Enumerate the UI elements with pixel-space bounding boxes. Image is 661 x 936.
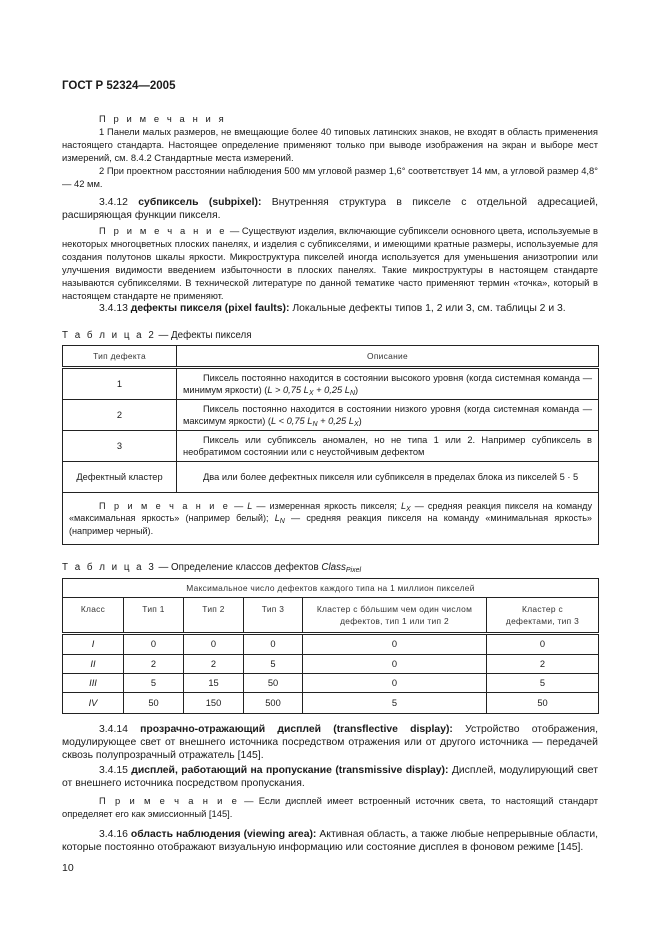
- table-row: [63, 462, 599, 493]
- header-type1: Тип 1: [124, 598, 184, 634]
- note-item: 1 Панели малых размеров, не вмещающие более 40 типовых латинских знаков, не входят в область применения настоящего стандарта. Настоящее определение применяют только при выводе изображения на экран и выборе мест измерений, см. 8.4.2 Стандартные места измерений.: [62, 126, 598, 163]
- term-number: 3.4.13: [99, 303, 128, 314]
- term-definition: Устройство отображения, модулирующее свет от внешнего источника посредством отражения или от другого источника — передачей сквозь полупрозрачный отражатель [145].: [62, 724, 599, 762]
- table3-caption-sub: Pixel: [345, 567, 362, 574]
- cell-value: 0: [303, 674, 487, 693]
- cell-value: 500: [244, 693, 303, 714]
- table-row: [63, 431, 599, 462]
- cell-class: I: [63, 634, 124, 655]
- notes-title: П р и м е ч а н и я: [99, 113, 227, 124]
- table3-caption: [62, 562, 361, 573]
- term-number: 3.4.16: [99, 829, 128, 840]
- cell-value: 2: [487, 655, 599, 674]
- note-item: 2 При проектном расстоянии наблюдения 500 мм угловой размер 1,6° соответствует 14 мм, а угловой размер 4,8° — 42 мм.: [62, 165, 598, 189]
- cell-value: 50: [244, 674, 303, 693]
- table2-caption-text: — Дефекты пикселя: [158, 330, 252, 341]
- cell-value: 150: [184, 693, 244, 714]
- header-cluster-type12: Кластер с бóльшим чем один числом дефектов, тип 1 или тип 2: [303, 598, 487, 634]
- cell-value: 0: [244, 634, 303, 655]
- term-number: 3.4.15: [99, 765, 128, 776]
- cell-value: 2: [124, 655, 184, 674]
- table-row: [63, 693, 599, 714]
- cell-defect-type: 2: [63, 400, 177, 431]
- table3-caption-class: Class: [321, 562, 346, 573]
- cell-value: 5: [124, 674, 184, 693]
- term-definition: Дисплей, модулирующий свет от внешнего источника посредством пропускания.: [62, 765, 598, 790]
- cell-value: 50: [487, 693, 599, 714]
- term-definition: Внутренняя структура в пикселе с отдельной адресацией, расширяющая функции пикселя.: [62, 197, 599, 222]
- cell-value: 50: [124, 693, 184, 714]
- cell-value: 0: [124, 634, 184, 655]
- cell-description: Пиксель постоянно находится в состоянии низкого уровня (когда системная команда — максимум яркости) (L < 0,75 $L_N + 0,25$ $L_X$): [177, 400, 599, 431]
- cell-defect-type: 3: [63, 431, 177, 462]
- table3-caption-text: — Определение классов дефектов: [158, 562, 322, 573]
- header-description: Описание: [177, 346, 599, 368]
- term-number: 3.4.12: [99, 197, 128, 208]
- term-title: прозрачно-отражающий дисплей (transflective display):: [140, 724, 453, 735]
- span-header: Максимальное число дефектов каждого типа на 1 миллион пикселей: [63, 579, 599, 598]
- table-span-header-row: [63, 579, 599, 598]
- table-row: [63, 655, 599, 674]
- table-defect-classes: [62, 578, 599, 714]
- table2-note: П р и м е ч а н и е — L — измеренная яркость пикселя; $L_X$ — средняя реакция пикселя на команду «максимальная яркость» (например белый); $L_N$ — средняя реакция пикселя на команду «минимальная яркость» (например черный).: [63, 493, 599, 545]
- cell-value: 0: [184, 634, 244, 655]
- term-viewing-area: [62, 828, 598, 854]
- term-definition: Локальные дефекты типов 1, 2 или 3, см. таблицы 2 и 3.: [292, 303, 566, 314]
- subpixel-note: [62, 224, 598, 302]
- term-title: дефекты пикселя (pixel faults):: [130, 303, 290, 314]
- cell-defect-type: 1: [63, 368, 177, 400]
- table-pixel-defects: [62, 345, 599, 545]
- cell-class: III: [63, 674, 124, 693]
- header-class: Класс: [63, 598, 124, 634]
- cell-class: IV: [63, 693, 124, 714]
- term-title: область наблюдения (viewing area):: [130, 829, 317, 840]
- cell-value: 5: [244, 655, 303, 674]
- term-title: дисплей, работающий на пропускание (transmissive display):: [131, 765, 449, 776]
- note-label: П р и м е ч а н и е: [99, 795, 239, 806]
- note-text: — Если дисплей имеет встроенный источник света, то настоящий стандарт определяет его как эмиссионный [145].: [62, 795, 598, 819]
- cell-value: 5: [487, 674, 599, 693]
- cell-value: 0: [303, 634, 487, 655]
- cell-value: 0: [487, 634, 599, 655]
- table-header-row: [63, 346, 599, 368]
- header-cluster-type3: Кластер с дефектами, тип 3: [487, 598, 599, 634]
- table-row: [63, 634, 599, 655]
- cell-value: 2: [184, 655, 244, 674]
- term-pixel-faults: [62, 302, 598, 315]
- cell-value: 5: [303, 693, 487, 714]
- term-title: субпиксель (subpixel):: [138, 197, 262, 208]
- table-row: [63, 400, 599, 431]
- cell-description: Два или более дефектных пикселя или субпикселя в пределах блока из пикселей 5 · 5: [177, 462, 599, 493]
- note-label: П р и м е ч а н и е: [99, 225, 228, 236]
- header-defect-type: Тип дефекта: [63, 346, 177, 368]
- cell-value: 0: [303, 655, 487, 674]
- cell-value: 15: [184, 674, 244, 693]
- table-note-row: [63, 493, 599, 545]
- document-id-header: ГОСТ Р 52324—2005: [62, 80, 176, 92]
- page-number: 10: [62, 862, 74, 874]
- term-transflective-display: [62, 723, 598, 763]
- notes-block: [62, 112, 598, 190]
- note-text: — Существуют изделия, включающие субпиксели основного цвета, используемые в некоторых многоцветных плоских панелях, и изделия с субпикселями, и имеющими кратные размеры, используемые для создания полутонов шкалы яркости. Микроструктура пикселей иногда используется для уменьшения анизотропии или улучшения видимости введением избыточности в плоских панелях. Такие микроструктуры в настоящем стандарте называются субпикселями. В технической литературе по данной тематике часто применяют термин «точка», который в настоящем стандарте не применяют.: [62, 225, 598, 301]
- table-row: [63, 674, 599, 693]
- cell-description: Пиксель постоянно находится в состоянии высокого уровня (когда системная команда — минимум яркости) (L > 0,75 $L_X + 0,25$ $L_N$): [177, 368, 599, 400]
- table2-caption: [62, 330, 252, 341]
- table-header-row: [63, 598, 599, 634]
- header-type2: Тип 2: [184, 598, 244, 634]
- term-transmissive-display: [62, 764, 598, 790]
- table2-caption-label: Т а б л и ц а 2: [62, 330, 156, 341]
- cell-class: II: [63, 655, 124, 674]
- term-subpixel: [62, 196, 598, 222]
- cell-defect-type: Дефектный кластер: [63, 462, 177, 493]
- transmissive-note: [62, 794, 598, 820]
- cell-description: Пиксель или субпиксель аномален, но не типа 1 или 2. Например субпиксель в необратимом состоянии или с неустойчивым дефектом: [177, 431, 599, 462]
- table-row: [63, 368, 599, 400]
- table3-caption-label: Т а б л и ц а 3: [62, 562, 156, 573]
- term-number: 3.4.14: [99, 724, 128, 735]
- header-type3: Тип 3: [244, 598, 303, 634]
- term-definition: Активная область, а также любые непрерывные области, которые постоянно отображают визуальную информацию или состояние дисплея в фоновом режиме [145].: [62, 829, 599, 854]
